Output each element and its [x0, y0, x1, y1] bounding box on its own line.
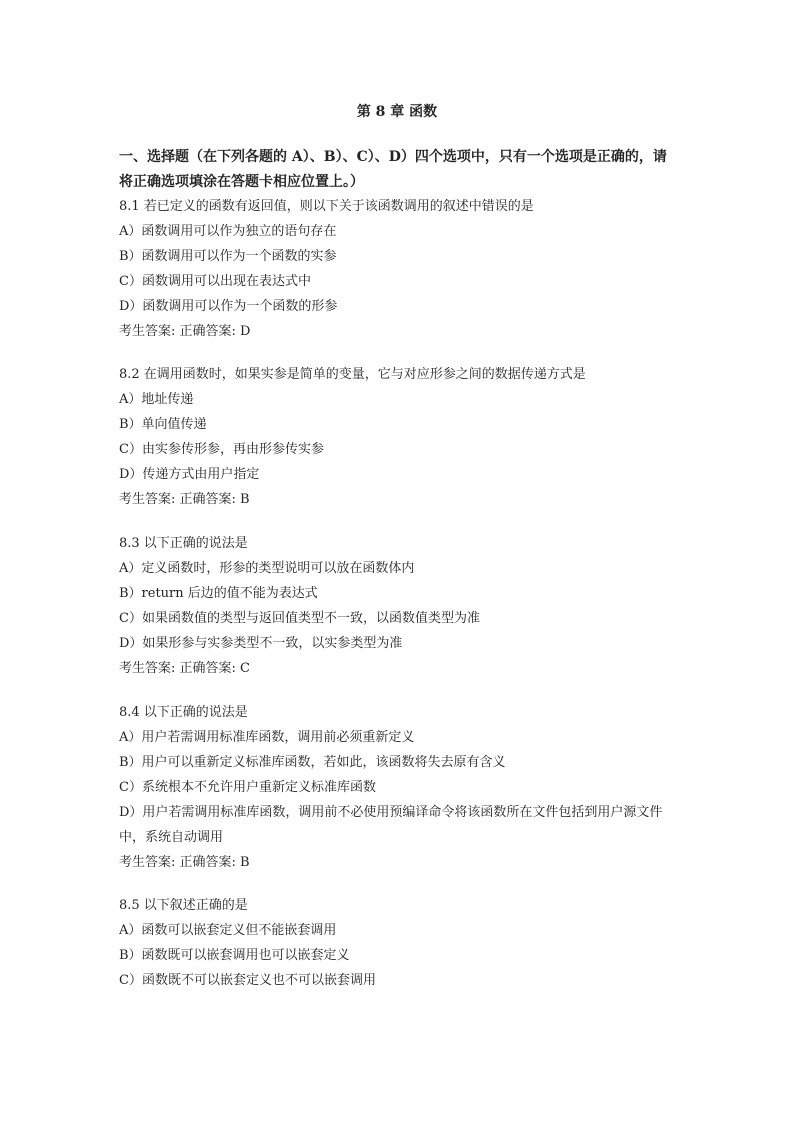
option-d: D）用户若需调用标准库函数，调用前不必使用预编译命令将该函数所在文件包括到用户源文件中，系统自动调用: [119, 805, 663, 845]
option-b: B）用户可以重新定义标准库函数，若如此，该函数将失去原有含义: [119, 755, 506, 770]
option-b: B）单向值传递: [119, 417, 207, 432]
question-8-4: [119, 700, 679, 875]
section-heading: 一、选择题（在下列各题的 A）、B）、C）、D）四个选项中，只有一个选项是正确的，请将正确选项填涂在答题卡相应位置上。）: [119, 149, 667, 190]
option-b: B）函数调用可以作为一个函数的实参: [119, 249, 337, 264]
question-stem: 8.2 在调用函数时，如果实参是简单的变量，它与对应形参之间的数据传递方式是: [119, 367, 586, 382]
option-c: C）函数既不可以嵌套定义也不可以嵌套调用: [119, 973, 376, 988]
question-stem: 8.5 以下叙述正确的是: [119, 898, 248, 913]
option-a: A）定义函数时，形参的类型说明可以放在函数体内: [119, 561, 415, 576]
option-d: D）传递方式由用户指定: [119, 467, 260, 482]
answer-line: 考生答案: 正确答案: C: [119, 661, 250, 676]
option-a: A）用户若需调用标准库函数，调用前必须重新定义: [119, 730, 415, 745]
option-c: C）如果函数值的类型与返回值类型不一致，以函数值类型为准: [119, 611, 480, 626]
answer-line: 考生答案: 正确答案: B: [119, 492, 250, 507]
option-c: C）函数调用可以出现在表达式中: [119, 274, 311, 289]
option-a: A）地址传递: [119, 392, 194, 407]
option-d: D）函数调用可以作为一个函数的形参: [119, 299, 338, 314]
chapter-title: 第 8 章 函数: [356, 104, 438, 120]
question-stem: 8.1 若已定义的函数有返回值，则以下关于该函数调用的叙述中错误的是: [119, 199, 534, 214]
option-a: A）函数调用可以作为独立的语句存在: [119, 224, 337, 239]
question-stem: 8.3 以下正确的说法是: [119, 536, 248, 551]
question-stem: 8.4 以下正确的说法是: [119, 705, 248, 720]
answer-line: 考生答案: 正确答案: B: [119, 855, 250, 870]
option-b: B）函数既可以嵌套调用也可以嵌套定义: [119, 948, 350, 963]
question-8-5: [119, 893, 679, 993]
question-8-2: [119, 362, 679, 512]
option-d: D）如果形参与实参类型不一致，以实参类型为准: [119, 636, 403, 651]
option-c: C）系统根本不允许用户重新定义标准库函数: [119, 780, 376, 795]
option-a: A）函数可以嵌套定义但不能嵌套调用: [119, 923, 337, 938]
question-8-3: [119, 531, 679, 681]
option-b: B）return 后边的值不能为表达式: [119, 586, 318, 601]
option-c: C）由实参传形参，再由形参传实参: [119, 442, 324, 457]
answer-line: 考生答案: 正确答案: D: [119, 324, 251, 339]
question-8-1: [119, 194, 679, 344]
